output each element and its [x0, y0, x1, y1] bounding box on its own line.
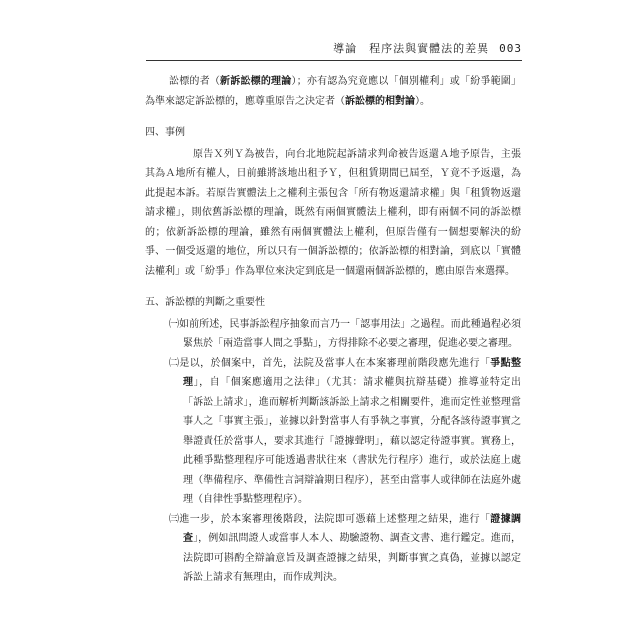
page-number: 003 — [499, 42, 522, 55]
intro-text-1: 訟標的者（ — [169, 76, 221, 87]
intro-text-2: ）；亦有認為究竟應以「個別權利」或「紛爭範圍」為準來認定訴訟標的，應尊重原告之決定者（ — [145, 76, 522, 107]
item3-text-2: 」，例如訊問證人或當事人本人、勘驗證物、調查文書、進行鑑定。進而，法院即可斟酌全辯論意旨及調查證據之結果，判斷事實之真偽，並據以認定訴訟上請求有無理由，而作成判決。 — [183, 533, 522, 583]
section-5-item-1: ㈠如前所述，民事訴訟程序抽象而言乃一「認事用法」之過程。而此種過程必須緊焦於「兩造當事人間之爭點」，方得排除不必要之審理，促進必要之審理。 — [169, 318, 521, 349]
new-claim-theory-term: 新訴訟標的理論 — [220, 76, 292, 87]
section-4-heading: 四、事例 — [145, 127, 185, 138]
item2-text-2: 」，自「個案應適用之法律」（尤其：請求權與抗辯基礎）推導並特定出「訴訟上請求」，進而解析判斷該訴訟上請求之相關要件，進而定性並整理當事人之「事實主張」，並據以針對當事人有爭執之事實，分配各該待證事實之舉證責任於當事人，要求其進行「證據聲明」，藉以認定待證事實。實務上，此種爭點整理程序可能透過書狀往來（書狀先行程序）進行，或於法庭上處理（準備程序、準備性言詞辯論期日程序），甚至由當事人或律師在法庭外處理（自律性爭點整理程序）。 — [183, 377, 521, 505]
running-header — [333, 40, 522, 56]
relative-theory-term: 訴訟標的相對論 — [345, 95, 415, 107]
evidence-investigation-term: 證據調查 — [183, 513, 522, 544]
item2-text-1: ㈡是以，於個案中，首先，法院及當事人在本案審理前階段應先進行「 — [169, 357, 491, 369]
intro-paragraph — [145, 72, 521, 111]
section-4-body: 原告Ｘ列Ｙ為被告，向台北地院起訴請求判命被告返還Ａ地予原告，主張其為Ａ地所有權人，日前雖將該地出租予Ｙ，但租賃期間已屆至，Ｙ竟不予返還，為此提起本訴。若原告實體法上之權利主張包含「所有物返還請求權」與「租賃物返還請求權」，則依舊訴訟標的理論，既然有兩個實體法上權利，即有兩個不同的訴訟標的；依新訴訟標的理論，雖然有兩個實體法上權利，但原告僅有一個想要解決的紛爭、一個受返還的地位，所以只有一個訴訟標的；依訴訟標的相對論，到底以「實體法權利」或「紛爭」作為單位來決定到底是一個還兩個訴訟標的，應由原告來選擇。 — [145, 148, 521, 277]
section-5-item-2 — [169, 354, 521, 510]
section-5-item-3 — [169, 510, 521, 588]
section-5-heading: 五、訴訟標的判斷之重要性 — [145, 297, 265, 308]
header-rule — [146, 60, 522, 61]
page-content — [145, 72, 521, 588]
header-title: 導論 程序法與實體法的差異 — [333, 42, 490, 55]
issue-organization-term: 爭點整理 — [183, 357, 522, 388]
intro-text-3: ）。 — [415, 95, 430, 107]
item3-text-1: ㈢進一步，於本案審理後階段，法院即可憑藉上述整理之結果，進行「 — [169, 513, 491, 525]
